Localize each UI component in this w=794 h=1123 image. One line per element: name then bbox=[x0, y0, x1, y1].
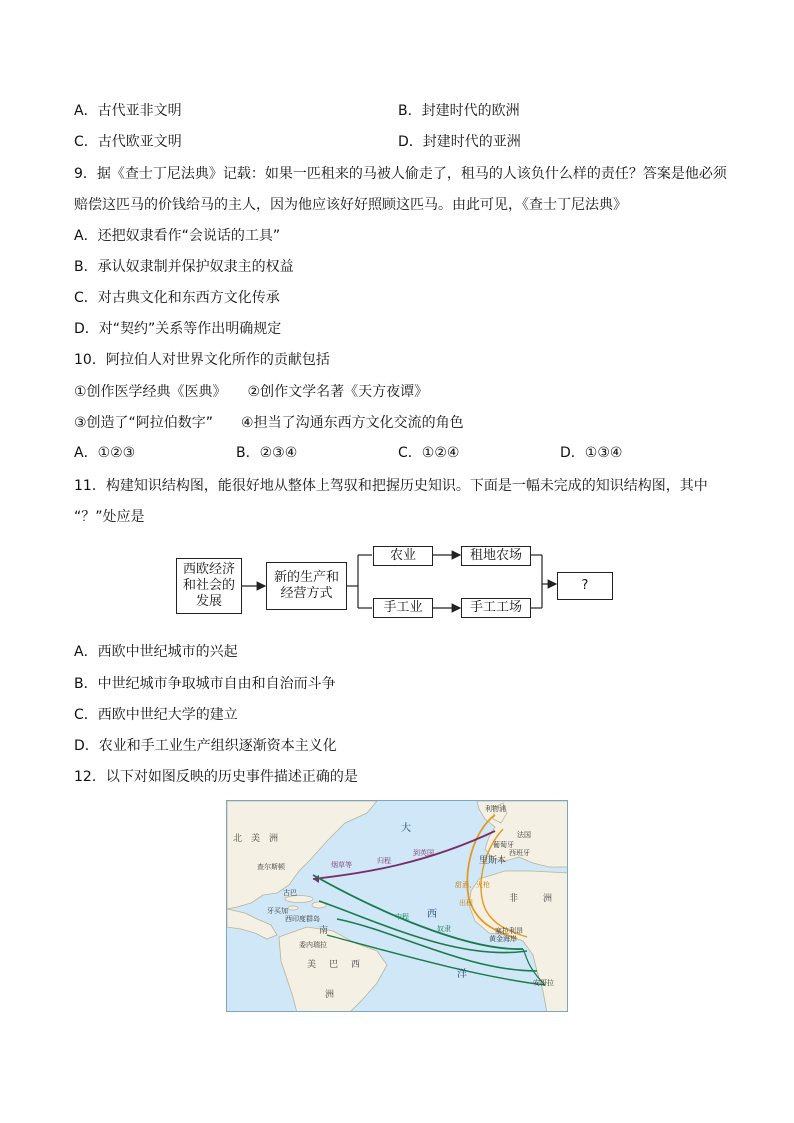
q10-items-line2: ③创造了“阿拉伯数字” ④担当了沟通东西方文化交流的角色 bbox=[74, 415, 464, 431]
q8-option-a: A．古代亚非文明 bbox=[74, 103, 182, 119]
north-america-land bbox=[227, 801, 377, 909]
label-north-america: 北 美 洲 bbox=[233, 834, 279, 844]
q10-option-a: A．①②③ bbox=[74, 445, 136, 461]
label-route-tobacco: 烟草等 bbox=[331, 861, 352, 869]
label-route-britain: 到英国 bbox=[413, 849, 434, 857]
label-south-america-4: 西 bbox=[351, 960, 361, 970]
label-spain: 西班牙 bbox=[509, 849, 530, 857]
q11-stem-line2: “？”处应是 bbox=[74, 509, 145, 525]
label-route-slaves: 奴隶 bbox=[437, 925, 451, 933]
label-west-indies: 西印度群岛 bbox=[285, 915, 320, 923]
africa-land bbox=[469, 871, 568, 1012]
q8-option-d: D．封建时代的亚洲 bbox=[398, 134, 521, 150]
label-south-america-5: 洲 bbox=[325, 990, 335, 1000]
label-senegal: 塞拉利昂 bbox=[495, 927, 523, 935]
q11-option-a: A．西欧中世纪城市的兴起 bbox=[74, 644, 238, 660]
label-france: 法国 bbox=[517, 831, 531, 839]
label-portugal: 葡萄牙 bbox=[493, 841, 514, 849]
label-atlantic-3: 洋 bbox=[457, 969, 467, 980]
label-south-america-2: 美 bbox=[307, 960, 317, 970]
label-route-start: 出程 bbox=[459, 899, 473, 907]
label-charleston: 查尔斯顿 bbox=[257, 863, 285, 871]
q10-items-line1: ①创作医学经典《医典》 ②创作文学名著《天方夜谭》 bbox=[74, 384, 429, 400]
label-south-america-1: 南 bbox=[319, 926, 329, 936]
q9-stem-line1: 9．据《查士丁尼法典》记载：如果一匹租来的马被人偷走了，租马的人该负什么样的责任？答案是他必须 bbox=[74, 166, 727, 182]
label-route-return: 归程 bbox=[377, 857, 391, 865]
label-venezuela: 委内瑞拉 bbox=[299, 941, 327, 949]
q9-option-b: B．承认奴隶制并保护奴隶主的权益 bbox=[74, 259, 294, 275]
q11-option-c: C．西欧中世纪大学的建立 bbox=[74, 707, 238, 723]
q9-stem-line2: 赔偿这匹马的价钱给马的主人，因为他应该好好照顾这匹马。由此可见，《查士丁尼法典》 bbox=[74, 197, 627, 213]
label-atlantic-2: 西 bbox=[427, 909, 437, 920]
diagram-box-agriculture: 农业 bbox=[373, 546, 433, 566]
q10-option-d: D．①③④ bbox=[560, 445, 623, 461]
label-africa-2: 洲 bbox=[543, 894, 553, 904]
label-angola: 安哥拉 bbox=[533, 979, 554, 987]
q8-option-c: C．古代欧亚文明 bbox=[74, 134, 182, 150]
label-cuba: 古巴 bbox=[283, 889, 297, 897]
label-africa: 非 bbox=[509, 894, 519, 904]
q11-stem-line1: 11．构建知识结构图，能很好地从整体上驾驭和把握历史知识。下面是一幅未完成的知识结构图，其中 bbox=[74, 478, 708, 494]
q11-option-d: D．农业和手工业生产组织逐渐资本主义化 bbox=[74, 738, 337, 754]
knowledge-structure-diagram bbox=[176, 546, 616, 626]
diagram-box-workshop: 手工工场 bbox=[461, 598, 531, 618]
label-south-america-3: 巴 bbox=[329, 960, 339, 970]
label-lisbon: 里斯本 bbox=[479, 856, 507, 866]
q9-option-a: A．还把奴隶看作“会说话的工具” bbox=[74, 228, 281, 244]
q9-option-c: C．对古典文化和东西方文化传承 bbox=[74, 290, 280, 306]
label-route-goods: 甜酒、火枪 bbox=[455, 881, 490, 889]
diagram-box-question: ? bbox=[557, 572, 613, 600]
q10-stem: 10．阿拉伯人对世界文化所作的贡献包括 bbox=[74, 352, 330, 368]
diagram-box-leased-farm: 租地农场 bbox=[461, 546, 531, 566]
q10-option-c: C．①②④ bbox=[398, 445, 460, 461]
label-jamaica: 牙买加 bbox=[267, 907, 288, 915]
label-liverpool: 利物浦 bbox=[485, 805, 506, 813]
label-route-middle: 中程 bbox=[395, 913, 409, 921]
diagram-box-new-production-methods: 新的生产和 经营方式 bbox=[266, 562, 347, 610]
diagram-box-handicraft: 手工业 bbox=[373, 598, 433, 618]
q8-option-b: B．封建时代的欧洲 bbox=[398, 103, 520, 119]
q12-stem: 12．以下对如图反映的历史事件描述正确的是 bbox=[74, 769, 358, 785]
diagram-box-western-europe-development: 西欧经济 和社会的 发展 bbox=[176, 558, 242, 614]
triangular-trade-map bbox=[226, 800, 568, 1012]
q10-option-b: B．②③④ bbox=[236, 445, 298, 461]
jamaica-land bbox=[288, 906, 298, 910]
q11-option-b: B．中世纪城市争取城市自由和自治而斗争 bbox=[74, 676, 336, 692]
label-gold-coast: 黄金海岸 bbox=[489, 935, 517, 943]
label-atlantic-1: 大 bbox=[401, 823, 411, 834]
q9-option-d: D．对“契约”关系等作出明确规定 bbox=[74, 321, 282, 337]
